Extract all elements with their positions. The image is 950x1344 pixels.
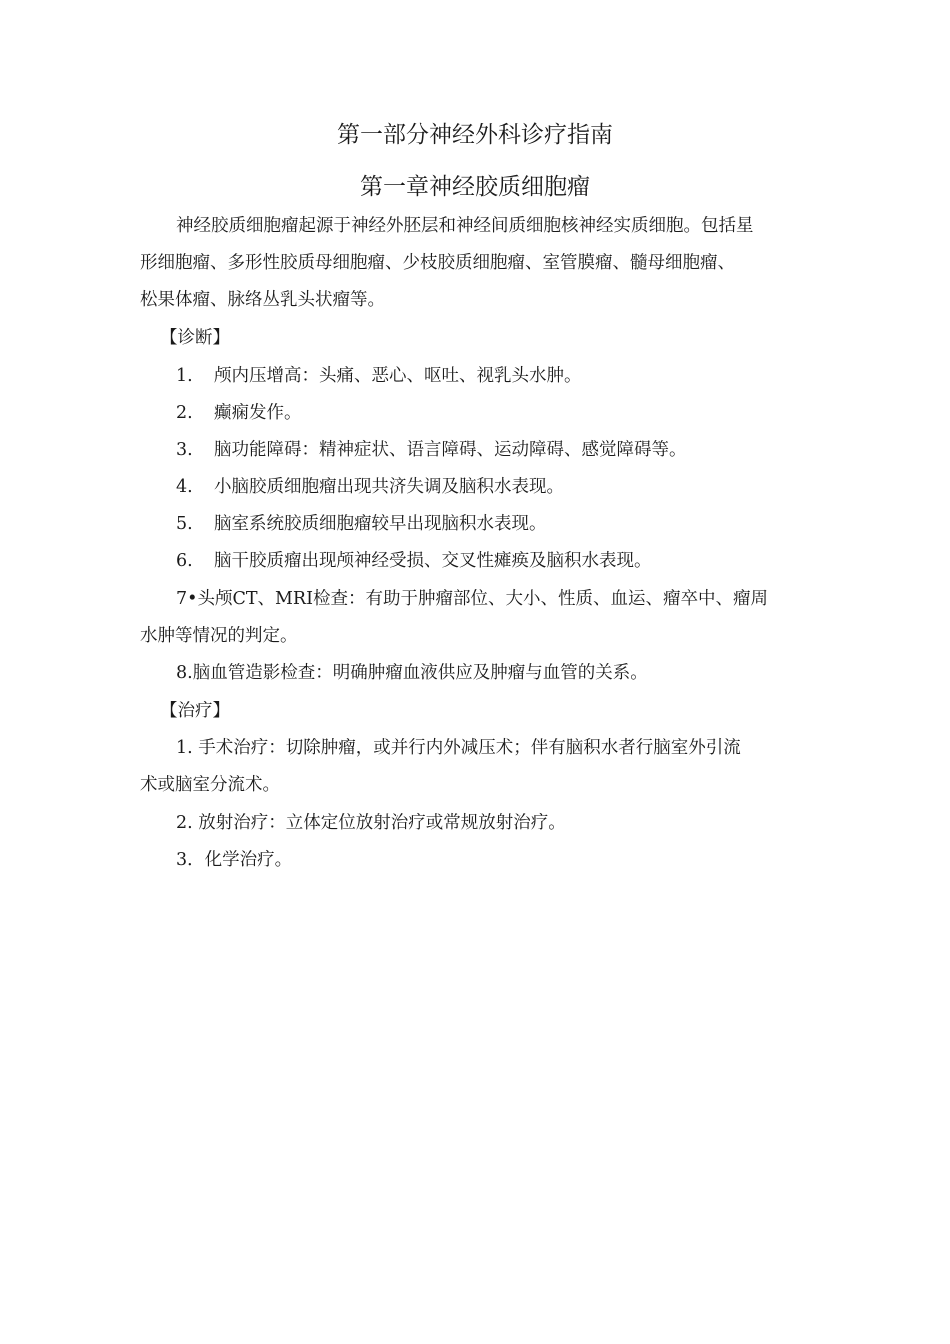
treatment-item-2: 2. 放射治疗：立体定位放射治疗或常规放射治疗。 (176, 813, 566, 833)
item-number: 1. (176, 366, 193, 386)
item-number: 3. (176, 440, 193, 460)
intro-line-2: 形细胞瘤、多形性胶质母细胞瘤、少枝胶质细胞瘤、室管膜瘤、髓母细胞瘤、 (140, 253, 735, 273)
diagnosis-item (176, 549, 652, 573)
chapter-title: 第一章神经胶质细胞瘤 (360, 174, 590, 200)
item-number: 6. (176, 551, 193, 571)
item-number: 2. (176, 403, 193, 423)
part-title: 第一部分神经外科诊疗指南 (337, 122, 613, 148)
diagnosis-item-7-line-1: 7•头颅CT、MRI检查：有助于肿瘤部位、大小、性质、血运、瘤卒中、瘤周 (176, 589, 769, 609)
treatment-heading: 【治疗】 (160, 701, 230, 721)
intro-line-1: 神经胶质细胞瘤起源于神经外胚层和神经间质细胞核神经实质细胞。包括星 (176, 216, 754, 236)
item-text: 颅内压增高：头痛、恶心、呕吐、视乳头水肿。 (214, 366, 582, 386)
treatment-item-1-line-1: 1. 手术治疗：切除肿瘤，或并行内外减压术；伴有脑积水者行脑室外引流 (176, 738, 741, 758)
diagnosis-item-8: 8.脑血管造影检查：明确肿瘤血液供应及肿瘤与血管的关系。 (176, 663, 648, 683)
intro-line-3: 松果体瘤、脉络丛乳头状瘤等。 (140, 290, 385, 310)
diagnosis-item (176, 438, 687, 462)
treatment-item-1-line-2: 术或脑室分流术。 (140, 775, 280, 795)
diagnosis-heading: 【诊断】 (160, 328, 230, 348)
diagnosis-item (176, 512, 547, 536)
diagnosis-item-7-line-2: 水肿等情况的判定。 (140, 626, 298, 646)
item-text: 癫痫发作。 (214, 403, 302, 423)
diagnosis-item (176, 475, 564, 499)
treatment-item-3: 3．化学治疗。 (176, 850, 293, 870)
item-text: 小脑胶质细胞瘤出现共济失调及脑积水表现。 (214, 477, 564, 497)
diagnosis-item (176, 401, 302, 425)
item-text: 脑功能障碍：精神症状、语言障碍、运动障碍、感觉障碍等。 (214, 440, 687, 460)
diagnosis-item (176, 364, 582, 388)
item-number: 4. (176, 477, 193, 497)
item-number: 5. (176, 514, 193, 534)
item-text: 脑干胶质瘤出现颅神经受损、交叉性瘫痪及脑积水表现。 (214, 551, 652, 571)
item-text: 脑室系统胶质细胞瘤较早出现脑积水表现。 (214, 514, 547, 534)
